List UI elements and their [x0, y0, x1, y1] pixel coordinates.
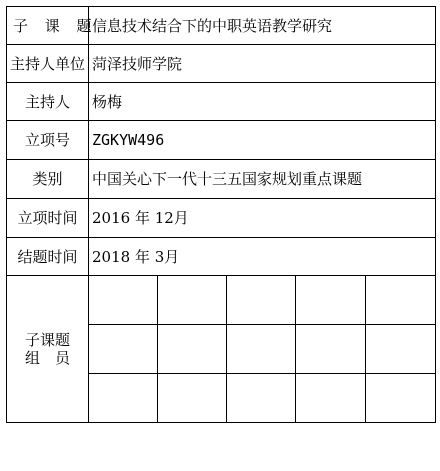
host-row	[7, 83, 436, 121]
host-unit-value: 菏泽技师学院	[89, 45, 436, 83]
host-label: 主持人	[7, 83, 89, 121]
member-cell	[158, 276, 227, 325]
member-cell	[366, 325, 436, 374]
member-cell	[227, 276, 296, 325]
members-label	[7, 276, 89, 423]
approval-time-row	[7, 199, 436, 238]
project-no-row	[7, 121, 436, 160]
category-value: 中国关心下一代十三五国家规划重点课题	[89, 160, 436, 199]
project-info-form	[6, 6, 436, 423]
host-unit-row	[7, 45, 436, 83]
completion-time-row	[7, 238, 436, 276]
member-cell	[366, 374, 436, 423]
members-label-line1: 子课题	[24, 331, 70, 349]
member-cell	[158, 374, 227, 423]
project-no-label: 立项号	[7, 121, 89, 160]
member-cell	[89, 325, 158, 374]
member-cell	[89, 276, 158, 325]
members-row-1	[7, 276, 436, 325]
project-no-value: ZGKYW496	[89, 121, 436, 160]
member-cell	[227, 374, 296, 423]
host-unit-label: 主持人单位	[7, 45, 89, 83]
members-label-line2: 组 员	[24, 349, 70, 367]
subject-label-text: 子 课 题	[13, 16, 98, 35]
member-cell	[296, 325, 366, 374]
member-cell	[89, 374, 158, 423]
category-row	[7, 160, 436, 199]
subject-row	[7, 7, 436, 45]
member-cell	[158, 325, 227, 374]
approval-time-label: 立项时间	[7, 199, 89, 238]
subject-value: 信息技术结合下的中职英语教学研究	[89, 7, 436, 45]
completion-time-label: 结题时间	[7, 238, 89, 276]
category-label: 类别	[7, 160, 89, 199]
member-cell	[296, 276, 366, 325]
host-value: 杨梅	[89, 83, 436, 121]
member-cell	[227, 325, 296, 374]
approval-time-value: 2016 年 12月	[89, 199, 436, 238]
member-cell	[296, 374, 366, 423]
completion-time-value: 2018 年 3月	[89, 238, 436, 276]
member-cell	[366, 276, 436, 325]
subject-label	[7, 7, 98, 45]
